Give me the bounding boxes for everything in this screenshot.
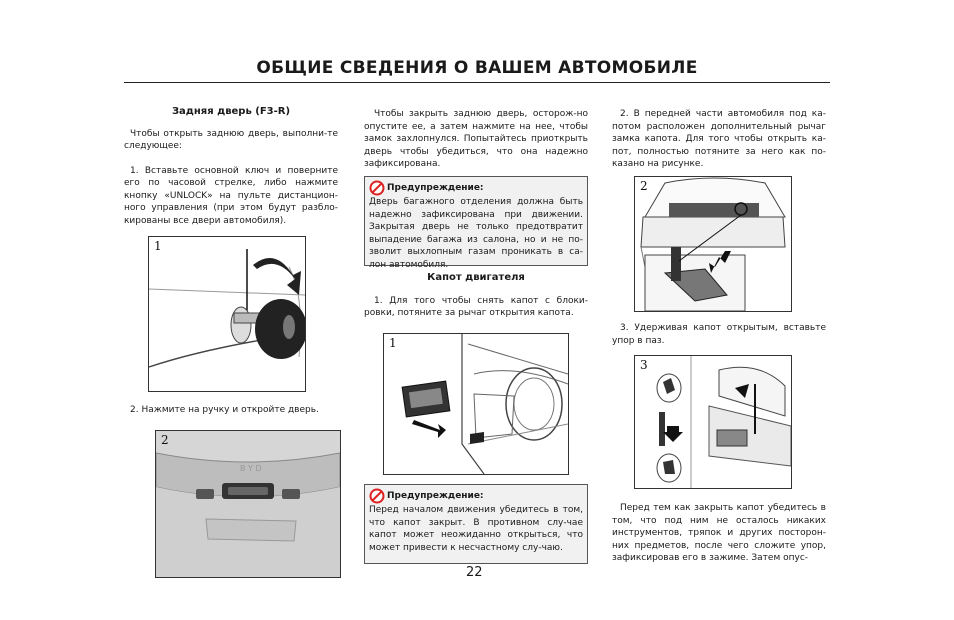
column-2 xyxy=(364,100,588,171)
page-title: ОБЩИЕ СВЕДЕНИЯ О ВАШЕМ АВТОМОБИЛЕ xyxy=(256,58,698,78)
hood-support-illustration xyxy=(635,356,791,488)
section-heading-hood: Капот двигателя xyxy=(427,272,525,283)
warning-box-hood xyxy=(364,484,588,564)
paragraph: 2. Нажмите на ручку и откройте дверь. xyxy=(130,405,319,415)
paragraph: Чтобы открыть заднюю дверь, выполни-те следующее: xyxy=(124,128,338,151)
figure-hood-release-lever xyxy=(383,333,569,475)
section-heading-tailgate: Задняя дверь (F3-R) xyxy=(171,106,291,117)
warning-text: Перед началом движения убедитесь в том, что капот закрыт. В противном слу-чае капот может неожиданно открыться, что может привести к несчастному слу-чаю. xyxy=(369,505,583,553)
figure-number: 1 xyxy=(389,336,397,350)
figure-tailgate-handle xyxy=(155,430,341,578)
paragraph: Перед тем как закрыть капот убедитесь в том, что под ним не осталось никаких инструментов, тряпок и других посторон-них предметов, после чего сложите упор, зафиксировав его в зажиме. Затем опус- xyxy=(612,503,826,563)
column-2-mid xyxy=(364,272,588,320)
page-number: 22 xyxy=(466,565,483,580)
svg-text:B Y D: B Y D xyxy=(240,464,262,473)
paragraph: 3. Удерживая капот открытым, вставьте упор в паз. xyxy=(612,323,826,346)
figure-number: 2 xyxy=(161,433,169,447)
key-lock-illustration xyxy=(149,237,305,391)
prohibition-icon xyxy=(369,180,385,196)
title-rule xyxy=(124,82,830,83)
warning-header xyxy=(369,180,583,196)
figure-number: 2 xyxy=(640,179,648,193)
warning-title: Предупреждение: xyxy=(387,182,484,193)
figure-number: 3 xyxy=(640,358,648,372)
warning-title: Предупреждение: xyxy=(387,490,484,501)
figure-hood-support xyxy=(634,355,792,489)
column-3-lower xyxy=(612,502,826,565)
paragraph: 1. Вставьте основной ключ и поверните его по часовой стрелке, либо нажмите кнопку «UNLOCK» на пульте дистанцион-ного управления (при этом будут разбло-кированы все двери автомобиля). xyxy=(124,165,338,226)
hood-release-illustration xyxy=(384,334,568,474)
paragraph: Чтобы закрыть заднюю дверь, осторож-но опустите ее, а затем нажмите на нее, чтобы замок захлопнулся. Попытайтесь приоткрыть дверь чтобы убедиться, что она надежно зафиксирована. xyxy=(364,109,588,169)
warning-box-tailgate xyxy=(364,176,588,270)
hood-latch-illustration xyxy=(635,177,791,311)
column-1-lower xyxy=(124,404,338,417)
warning-text: Дверь багажного отделения должна быть надежно зафиксирована при движении. Закрытая дверь не только предотвратит выпадение багажа из салона, но и не по-зволит выхлопным газам проникать в са-лон автомобиля. xyxy=(369,197,583,270)
figure-number: 1 xyxy=(154,239,162,253)
paragraph: 2. В передней части автомобиля под ка-потом расположен дополнительный рычаг замка капота. Для того чтобы открыть ка-пот, полностью потяните за него как по-казано на рисунке. xyxy=(612,109,826,169)
column-3 xyxy=(612,100,826,171)
warning-header xyxy=(369,488,583,504)
column-3-mid xyxy=(612,322,826,347)
figure-hood-latch xyxy=(634,176,792,312)
paragraph: 1. Для того чтобы снять капот с блоки-ровки, потяните за рычаг открытия капота. xyxy=(364,295,588,318)
figure-key-lock xyxy=(148,236,306,392)
tailgate-handle-illustration xyxy=(156,431,340,577)
column-1 xyxy=(124,100,338,227)
prohibition-icon xyxy=(369,488,385,504)
